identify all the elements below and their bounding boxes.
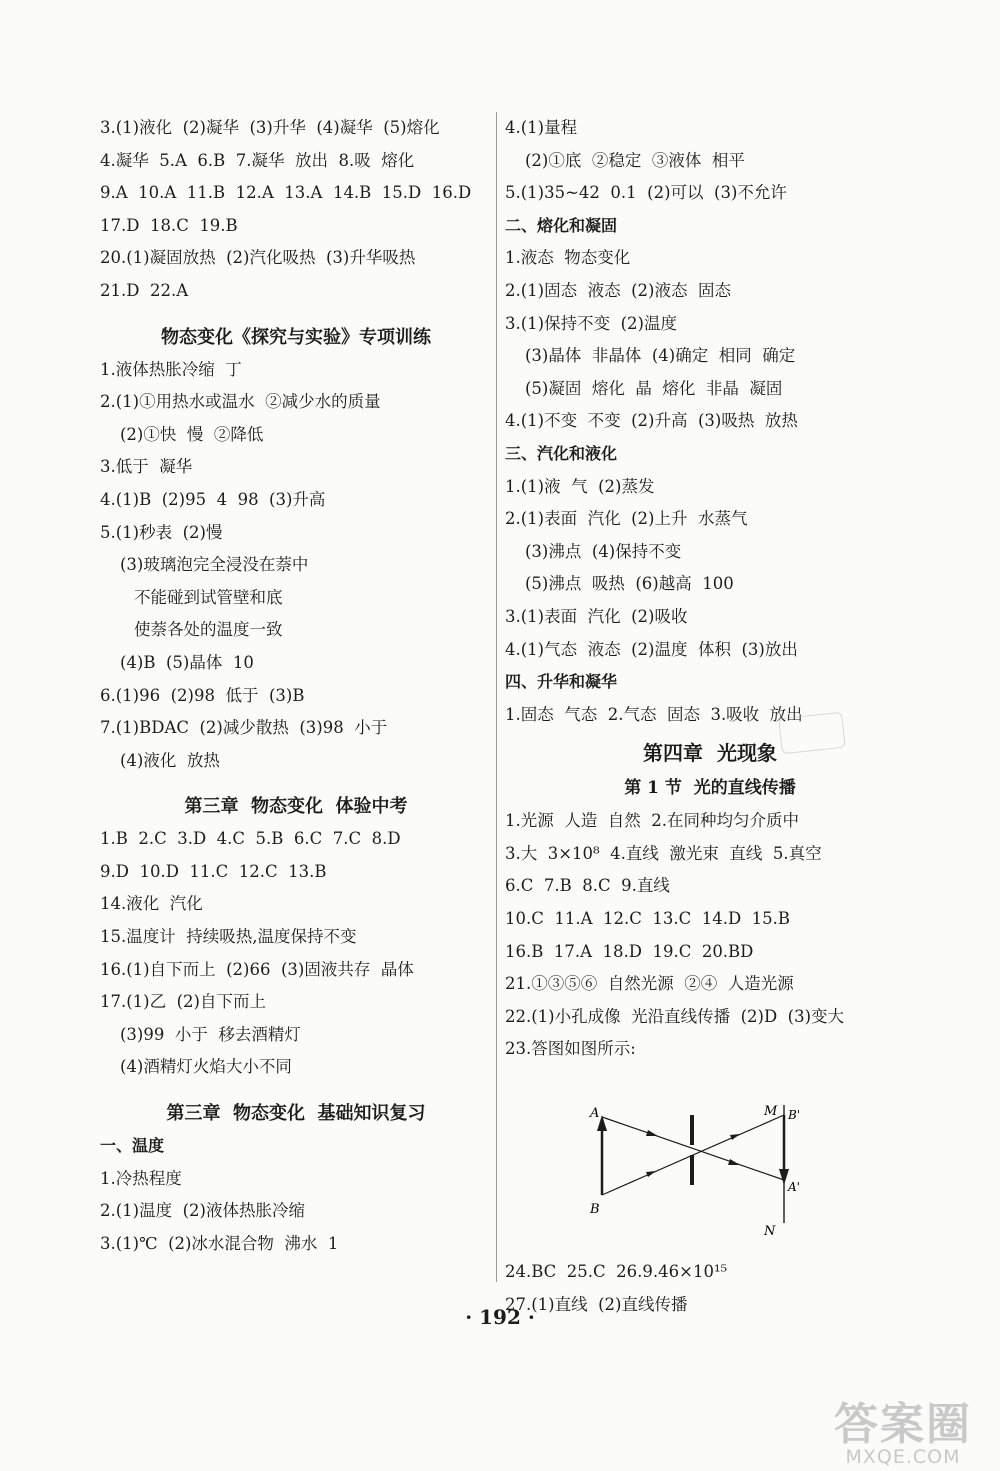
- answer-line: 17.D 18.C 19.B: [100, 215, 238, 235]
- section-heading: 第三章 物态变化 体验中考: [184, 796, 408, 818]
- answer-line: 3.(1)保持不变 (2)温度: [505, 313, 677, 333]
- stamp-mark: [778, 712, 845, 754]
- column-divider: [496, 112, 497, 1282]
- answer-line: 6.C 7.B 8.C 9.直线: [505, 876, 670, 896]
- answer-line: 3.(1)℃ (2)冰水混合物 沸水 1: [100, 1233, 339, 1253]
- section-heading: 第三章 物态变化 基础知识复习: [166, 1103, 426, 1125]
- label-a-prime: A': [788, 1180, 800, 1194]
- answer-line: 5.(1)35~42 0.1 (2)可以 (3)不允许: [505, 183, 787, 203]
- answer-line: 17.(1)乙 (2)自下而上: [100, 992, 266, 1012]
- section-heading: 第 1 节 光的直线传播: [624, 778, 796, 799]
- answer-line: 3.(1)液化 (2)凝华 (3)升华 (4)凝华 (5)熔化: [100, 118, 440, 137]
- answer-line: (3)99 小于 移去酒精灯: [120, 1024, 301, 1044]
- answer-line: 7.(1)BDAC (2)减少散热 (3)98 小于: [100, 718, 388, 738]
- answer-line: 4.(1)B (2)95 4 98 (3)升高: [100, 489, 326, 509]
- answer-line: 使萘各处的温度一致: [134, 620, 283, 640]
- answer-line: 16.(1)自下而上 (2)66 (3)固液共存 晶体: [100, 959, 414, 979]
- answer-line: 2.(1)表面 汽化 (2)上升 水蒸气: [505, 509, 748, 529]
- answer-line: 23.答图如图所示:: [505, 1039, 636, 1059]
- answer-line: 21.①③⑤⑥ 自然光源 ②④ 人造光源: [505, 974, 794, 994]
- answer-line: 1.液态 物态变化: [505, 248, 631, 268]
- answer-line: 3.大 3×10⁸ 4.直线 激光束 直线 5.真空: [505, 843, 822, 863]
- answer-line: 4.凝华 5.A 6.B 7.凝华 放出 8.吸 熔化: [100, 150, 415, 170]
- answer-line: 1.冷热程度: [100, 1168, 182, 1188]
- answer-line: 1.固态 气态 2.气态 固态 3.吸收 放出: [505, 704, 803, 724]
- label-b-prime: B': [788, 1108, 801, 1122]
- answer-line: 24.BC 25.C 26.9.46×10¹⁵: [505, 1262, 728, 1282]
- answer-line: 2.(1)固态 液态 (2)液态 固态: [505, 280, 731, 300]
- ray-b-arrow-1: [646, 1171, 656, 1177]
- answer-line: 2.(1)①用热水或温水 ②减少水的质量: [100, 392, 381, 412]
- answer-line: 5.(1)秒表 (2)慢: [100, 522, 223, 542]
- page-number: · 192 ·: [465, 1305, 535, 1329]
- subsection-title: 四、升华和凝华: [505, 672, 618, 692]
- ray-b-arrow-2: [730, 1134, 740, 1140]
- pinhole-diagram: [580, 1105, 820, 1295]
- answer-line: (2)①底 ②稳定 ③液体 相平: [525, 150, 745, 170]
- watermark: [818, 1388, 988, 1468]
- answer-line: 1.光源 人造 自然 2.在同种均匀介质中: [505, 811, 799, 831]
- answer-line: 3.(1)表面 汽化 (2)吸收: [505, 606, 688, 626]
- answer-line: 2.(1)温度 (2)液体热胀冷缩: [100, 1201, 305, 1221]
- answer-line: (5)凝固 熔化 晶 熔化 非晶 凝固: [525, 378, 783, 398]
- answer-line: (5)沸点 吸热 (6)越高 100: [525, 574, 734, 594]
- answer-line: 15.温度计 持续吸热,温度保持不变: [100, 927, 357, 947]
- answer-line: 1.B 2.C 3.D 4.C 5.B 6.C 7.C 8.D: [100, 829, 401, 849]
- answer-line: (2)①快 慢 ②降低: [120, 424, 264, 444]
- answer-line: 1.(1)液 气 (2)蒸发: [505, 476, 655, 496]
- answer-line: 4.(1)量程: [505, 118, 578, 137]
- watermark-url: MXQE.COM: [845, 1446, 961, 1468]
- answer-line: (3)玻璃泡完全浸没在萘中: [120, 555, 309, 575]
- answer-line: 3.低于 凝华: [100, 457, 193, 477]
- answer-line: (4)液化 放热: [120, 750, 220, 770]
- section-heading: 物态变化《探究与实验》专项训练: [161, 326, 431, 348]
- watermark-logo-text: 答案圈: [834, 1399, 972, 1450]
- answer-line: 20.(1)凝固放热 (2)汽化吸热 (3)升华吸热: [100, 248, 416, 268]
- answer-line: 27.(1)直线 (2)直线传播: [505, 1294, 688, 1314]
- answer-line: (3)沸点 (4)保持不变: [525, 541, 682, 561]
- answer-line: (4)酒精灯火焰大小不同: [120, 1057, 292, 1077]
- ray-a-arrow-1: [646, 1130, 658, 1136]
- subsection-title: 一、温度: [100, 1136, 165, 1156]
- ray-a-arrow-2: [728, 1159, 740, 1165]
- label-b: B: [590, 1202, 600, 1217]
- answer-line: 21.D 22.A: [100, 280, 189, 300]
- section-heading: 第四章 光现象: [643, 741, 777, 766]
- answer-line: 4.(1)气态 液态 (2)温度 体积 (3)放出: [505, 639, 798, 659]
- answer-line: 不能碰到试管壁和底: [134, 587, 283, 607]
- left-column: [100, 112, 492, 1260]
- label-a: A: [590, 1106, 600, 1121]
- answer-line: (3)晶体 非晶体 (4)确定 相同 确定: [525, 346, 796, 366]
- answer-line: 9.A 10.A 11.B 12.A 13.A 14.B 15.D 16.D: [100, 183, 472, 203]
- answer-line: 9.D 10.D 11.C 12.C 13.B: [100, 861, 327, 881]
- answer-line: 14.液化 汽化: [100, 894, 203, 914]
- answer-line: 16.B 17.A 18.D 19.C 20.BD: [505, 941, 754, 961]
- answer-line: 10.C 11.A 12.C 13.C 14.D 15.B: [505, 909, 791, 929]
- subsection-title: 二、熔化和凝固: [505, 215, 618, 235]
- label-m: M: [764, 1105, 778, 1119]
- answer-line: 6.(1)96 (2)98 低于 (3)B: [100, 685, 305, 705]
- answer-line: (4)B (5)晶体 10: [120, 652, 254, 672]
- label-n: N: [764, 1224, 776, 1239]
- answer-line: 4.(1)不变 不变 (2)升高 (3)吸热 放热: [505, 411, 798, 431]
- answer-line: 1.液体热胀冷缩 丁: [100, 359, 242, 379]
- subsection-title: 三、汽化和液化: [505, 443, 618, 463]
- answer-line: 22.(1)小孔成像 光沿直线传播 (2)D (3)变大: [505, 1006, 845, 1026]
